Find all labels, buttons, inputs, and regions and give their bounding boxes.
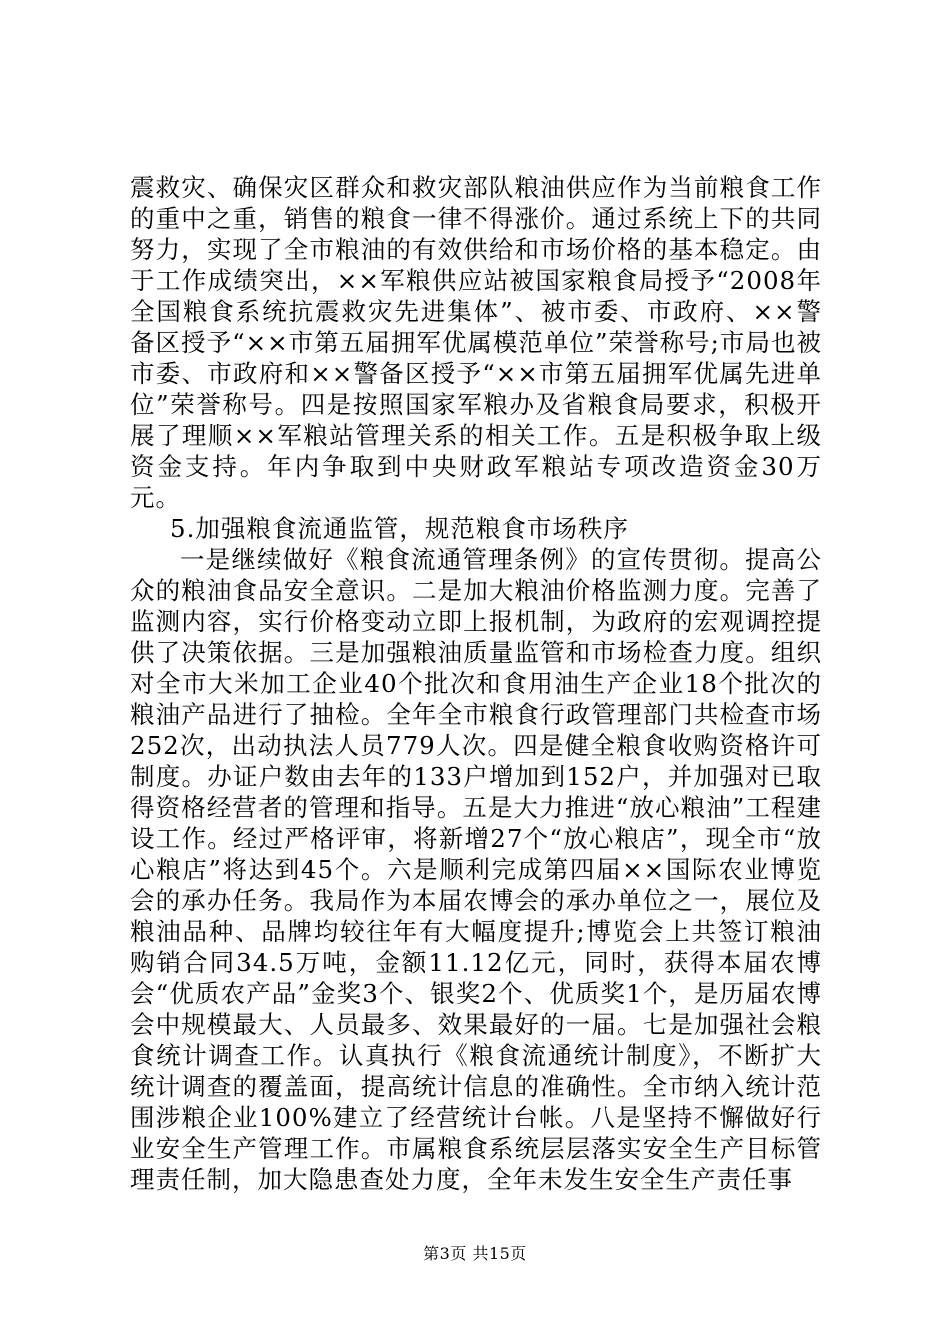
section-heading-grain-circulation: 5.加强粮食流通监管，规范粮食市场秩序 [170,514,629,543]
document-body [130,172,822,1195]
paragraph-military-grain-supply: 震救灾、确保灾区群众和救灾部队粮油供应作为当前粮食工作的重中之重，销售的粮食一律不得涨价。通过系统上下的共同努力，实现了全市粮油的有效供给和市场价格的基本稳定。由于工作成绩突出，××军粮供应站被国家粮食局授予“2008年全国粮食系统抗震救灾先进集体”、被市委、市政府、××警备区授予“××市第五届拥军优属模范单位”荣誉称号;市局也被市委、市政府和××警备区授予“××市第五届拥军优属先进单位”荣誉称号。四是按照国家军粮办及省粮食局要求，积极开展了理顺××军粮站管理关系的相关工作。五是积极争取上级资金支持。年内争取到中央财政军粮站专项改造资金30万元。 [130,173,822,512]
page-number-footer: 第3页 共15页 [423,1244,527,1263]
paragraph-market-supervision: 一是继续做好《粮食流通管理条例》的宣传贯彻。提高公众的粮油食品安全意识。二是加大粮油价格监测力度。完善了监测内容，实行价格变动立即上报机制，为政府的宏观调控提供了决策依据。三是加强粮油质量监管和市场检查力度。组织对全市大米加工企业40个批次和食用油生产企业18个批次的粮油产品进行了抽检。全年全市粮食行政管理部门共检查市场252次，出动执法人员779人次。四是健全粮食收购资格许可制度。办证户数由去年的133户增加到152户，并加强对已取得资格经营者的管理和指导。五是大力推进“放心粮油”工程建设工作。经过严格评审，将新增27个“放心粮店”，现全市“放心粮店”将达到45个。六是顺利完成第四届××国际农业博览会的承办任务。我局作为本届农博会的承办单位之一，展位及粮油品种、品牌均较往年有大幅度提升;博览会上共签订粮油购销合同34.5万吨，金额11.12亿元，同时，获得本届农博会“优质农产品”金奖3个、银奖2个、优质奖1个，是历届农博会中规模最大、人员最多、效果最好的一届。七是加强社会粮食统计调查工作。认真执行《粮食流通统计制度》，不断扩大统计调查的覆盖面，提高统计信息的准确性。全市纳入统计范围涉粮企业100%建立了经营统计台帐。八是坚持不懈做好行业安全生产管理工作。市属粮食系统层层落实安全生产目标管理责任制，加大隐患查处力度，全年未发生安全生产责任事 [130,545,822,1194]
